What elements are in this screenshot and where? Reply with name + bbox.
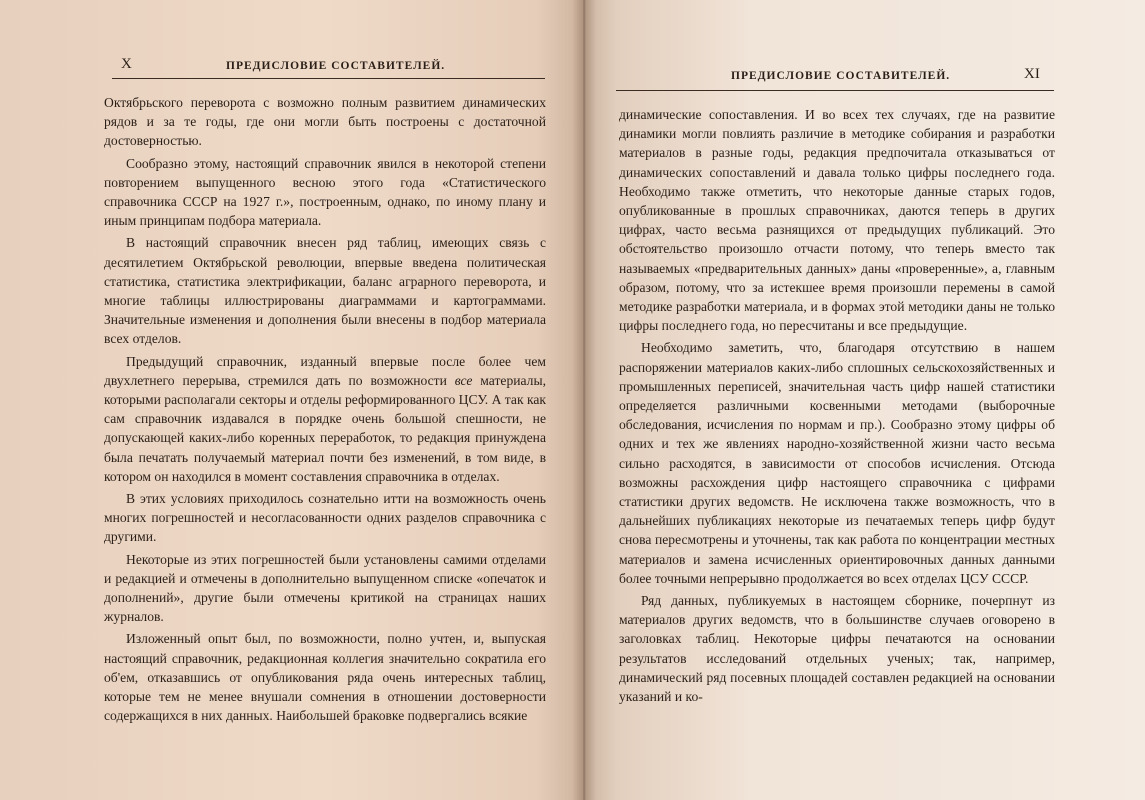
paragraph: Ряд данных, публикуемых в настоящем сборнике, почерпнут из материалов других ведомств, что в большинстве случаев оговорено в заголовках таблиц. Некоторые цифры печатаются на основании результатов исследований отдельных ученых; так, например, динамический ряд посевных площадей составлен редакцией на основании указаний и ко-: [619, 593, 1055, 705]
paragraph: Изложенный опыт был, по возможности, полно учтен, и, выпуская настоящий справочник, редакционная коллегия значительно сократила его об'ем, отказавшись от опубликования ряда очень интересных таблиц, которые тем не менее внушали сомнения в отношении достоверности содержащихся в них данных. Наибольшей браковке подвергались всякие: [104, 631, 546, 724]
paragraph: Сообразно этому, настоящий справочник явился в некоторой степени повторением выпущенного весною этого года «Статистического справочника СССР на 1927 г.», построенным, однако, по иному плану и иным принципам подбора материала.: [104, 155, 546, 229]
book-gutter: [572, 0, 596, 800]
page-number: X: [121, 56, 132, 72]
paragraph: Предыдущий справочник, изданный впервые после более чем двухлетнего перерыва, стремился дать по возможности все материалы, которыми располагали секторы и отделы реформированного ЦСУ. А так как сам справочник издавался в порядке очень большой спешности, не допускающей каких-либо коренных переработок, то редакция принуждена была печатать получаемый материал почти без изменений, в том виде, в котором он находился в момент составления справочника в отделах.: [104, 353, 546, 484]
body-text: [619, 105, 1055, 706]
header-rule: [112, 78, 545, 79]
page-number: XI: [1024, 66, 1040, 82]
paragraph: Октябрьского переворота с возможно полным развитием динамических рядов и за те годы, где они могли быть построены с достаточной достоверностью.: [104, 95, 546, 149]
paragraph: В этих условиях приходилось сознательно итти на возможность очень многих погрешностей и несогласованности одних разделов справочника с другими.: [104, 491, 546, 545]
body-text: [104, 93, 546, 726]
paragraph: В настоящий справочник внесен ряд таблиц, имеющих связь с десятилетием Октябрьской революции, впервые введена политическая статистика, статистика электрификации, баланс аграрного переворота, и многие таблицы иллюстрированы диаграммами и картограммами. Значительные изменения и дополнения были внесены в подбор материала всех отделов.: [104, 235, 546, 347]
paragraph: Необходимо заметить, что, благодаря отсутствию в нашем распоряжении материалов каких-либо сплошных сельскохозяйственных и промышленных переписей, значительная часть цифр нашей статистики определяется различными косвенными методами (выборочные обследования, исчисления по нормам и пр.). Сообразно этому цифры об одних и тех же явлениях народно-хозяйственной жизни часто весьма сильно расходятся, в зависимости от способов исчисления. Отсюда возможны расхождения цифр настоящего справочника с цифрами статистики других ведомств. Не исключена также возможность, что в дальнейших публикациях некоторые из печатаемых теперь цифр будут снова пересмотрены и уточнены, так как работа по концентрации местных материалов и замена исчисленных ориентировочных данных данными более точными непрерывно продолжается во всех отделах ЦСУ СССР.: [619, 340, 1055, 586]
paragraph: Некоторые из этих погрешностей были установлены самими отделами и редакцией и отмечены в дополнительно выпущенном списке «опечаток и дополнений», другие были отмечены критикой на страницах наших журналов.: [104, 551, 546, 625]
running-head: ПРЕДИСЛОВИЕ СОСТАВИТЕЛЕЙ.: [731, 70, 951, 82]
right-page: [583, 0, 1145, 800]
paragraph: динамические сопоставления. И во всех тех случаях, где на развитие динамики могли повлиять различие в методике собирания и разработки материалов в разные годы, редакция предпочитала отказываться от динамических сопоставлений и давала только цифры последнего года. Необходимо также отметить, что некоторые данные старых годов, опубликованные в прошлых справочниках, даются теперь в других цифрах, часто весьма разнящихся от предыдущих публикаций. Это обстоятельство произошло отчасти потому, что теперь вместо так называемых «предварительных данных» даны «проверенные», а, главным образом, потому, что за истекшее время произошли перемены в самой методике разработки материала, и в формах этой методики даны не только цифры последнего года, но пересчитаны и все предыдущие.: [619, 107, 1055, 334]
header-rule: [616, 90, 1054, 91]
running-head: ПРЕДИСЛОВИЕ СОСТАВИТЕЛЕЙ.: [226, 60, 446, 72]
